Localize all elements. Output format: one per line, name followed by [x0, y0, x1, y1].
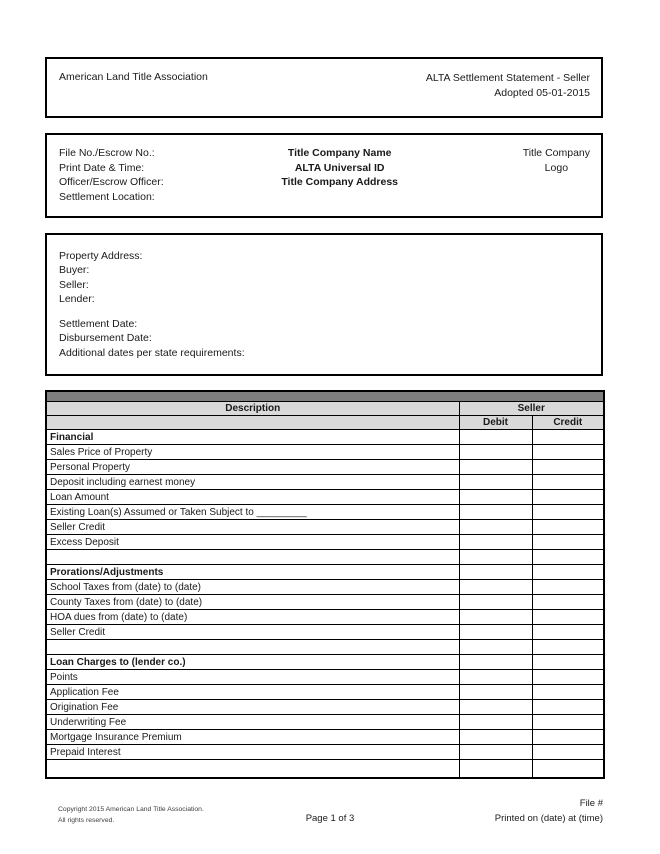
association-name: American Land Title Association [59, 71, 208, 83]
file-number: File # [579, 798, 603, 809]
row-description: Points [46, 670, 459, 685]
table-row [46, 655, 604, 670]
row-credit-cell [532, 535, 604, 550]
row-credit-cell [532, 580, 604, 595]
debit-header: Debit [459, 416, 532, 430]
settlement-location-label: Settlement Location: [59, 191, 155, 204]
buyer-label: Buyer: [59, 264, 90, 277]
additional-dates-label: Additional dates per state requirements: [59, 346, 245, 359]
title-company-address: Title Company Address [281, 176, 399, 189]
table-row [46, 715, 604, 730]
row-debit-cell [459, 565, 532, 580]
table-row [46, 640, 604, 655]
officer-label: Officer/Escrow Officer: [59, 176, 164, 189]
blank-line [59, 306, 590, 317]
row-credit-cell [532, 430, 604, 445]
table-row [46, 670, 604, 685]
row-description: Deposit including earnest money [46, 475, 459, 490]
row-debit-cell [459, 490, 532, 505]
row-credit-cell [532, 445, 604, 460]
seller-label: Seller: [59, 278, 89, 291]
section-bar [46, 391, 604, 402]
table-header-row-2 [46, 416, 604, 430]
printed-on: Printed on (date) at (time) [494, 812, 603, 824]
table-row [46, 535, 604, 550]
title-box [45, 57, 603, 118]
row-debit-cell [459, 520, 532, 535]
row-credit-cell [532, 565, 604, 580]
row-credit-cell [532, 700, 604, 715]
row-debit-cell [459, 730, 532, 745]
statement-title-block [426, 71, 590, 116]
row-debit-cell [459, 475, 532, 490]
table-row [46, 445, 604, 460]
row-debit-cell [459, 580, 532, 595]
row-debit-cell [459, 655, 532, 670]
table-row [46, 490, 604, 505]
table-row [46, 430, 604, 445]
row-credit-cell [532, 610, 604, 625]
file-no-label: File No./Escrow No.: [59, 147, 155, 159]
row-debit-cell [459, 670, 532, 685]
table-row [46, 610, 604, 625]
row-debit-cell [459, 700, 532, 715]
file-labels [59, 146, 241, 216]
row-debit-cell [459, 505, 532, 520]
row-description: Application Fee [46, 685, 459, 700]
row-credit-cell [532, 655, 604, 670]
table-header-row-1 [46, 402, 604, 416]
row-description: School Taxes from (date) to (date) [46, 580, 459, 595]
table-row [46, 550, 604, 565]
row-debit-cell [459, 550, 532, 565]
page-number: Page 1 of 3 [305, 813, 355, 824]
row-debit-cell [459, 610, 532, 625]
row-credit-cell [532, 640, 604, 655]
settlement-table-body [46, 430, 604, 778]
table-row [46, 595, 604, 610]
row-description: Existing Loan(s) Assumed or Taken Subject to _________ [46, 505, 459, 520]
row-credit-cell [532, 520, 604, 535]
table-row [46, 565, 604, 580]
row-debit-cell [459, 460, 532, 475]
row-description: Loan Amount [46, 490, 459, 505]
table-row [46, 745, 604, 760]
row-credit-cell [532, 760, 604, 778]
row-description: Personal Property [46, 460, 459, 475]
row-debit-cell [459, 745, 532, 760]
table-row [46, 730, 604, 745]
section-bar-fill [46, 391, 604, 402]
row-debit-cell [459, 595, 532, 610]
footer-file-block [495, 797, 603, 826]
file-info-box [45, 133, 603, 218]
row-credit-cell [532, 745, 604, 760]
table-row [46, 460, 604, 475]
row-credit-cell [532, 490, 604, 505]
statement-title: ALTA Settlement Statement - Seller [425, 72, 590, 84]
row-credit-cell [532, 505, 604, 520]
table-row [46, 505, 604, 520]
row-description: Prepaid Interest [46, 745, 459, 760]
row-description: Excess Deposit [46, 535, 459, 550]
row-credit-cell [532, 730, 604, 745]
adopted-date: Adopted 05-01-2015 [494, 87, 590, 99]
description-header: Description [46, 402, 459, 416]
lender-label: Lender: [59, 292, 95, 305]
row-debit-cell [459, 430, 532, 445]
row-credit-cell [532, 715, 604, 730]
copyright-line1: Copyright 2015 American Land Title Association. [58, 806, 204, 813]
row-credit-cell [532, 625, 604, 640]
row-description: Loan Charges to (lender co.) [46, 655, 459, 670]
table-row [46, 580, 604, 595]
row-description: Prorations/Adjustments [46, 565, 459, 580]
row-debit-cell [459, 685, 532, 700]
row-description: County Taxes from (date) to (date) [46, 595, 459, 610]
title-company-name: Title Company Name [287, 147, 392, 159]
logo-area [438, 146, 590, 216]
row-description: Mortgage Insurance Premium [46, 730, 459, 745]
row-description: Underwriting Fee [46, 715, 459, 730]
table-row [46, 625, 604, 640]
seller-group-header: Seller [459, 402, 604, 416]
settlement-date-label: Settlement Date: [59, 318, 138, 331]
logo-line2: Logo [544, 161, 569, 174]
row-debit-cell [459, 625, 532, 640]
row-credit-cell [532, 685, 604, 700]
row-debit-cell [459, 445, 532, 460]
row-description [46, 760, 459, 778]
table-row [46, 475, 604, 490]
row-credit-cell [532, 670, 604, 685]
row-credit-cell [532, 475, 604, 490]
row-description: Seller Credit [46, 625, 459, 640]
title-company-block [241, 146, 438, 216]
row-description: Seller Credit [46, 520, 459, 535]
row-description: Financial [46, 430, 459, 445]
description-header-empty [46, 416, 459, 430]
row-debit-cell [459, 715, 532, 730]
row-debit-cell [459, 760, 532, 778]
row-description: Sales Price of Property [46, 445, 459, 460]
table-row [46, 685, 604, 700]
table-row [46, 520, 604, 535]
row-description: HOA dues from (date) to (date) [46, 610, 459, 625]
row-description: Origination Fee [46, 700, 459, 715]
disbursement-date-label: Disbursement Date: [59, 332, 152, 345]
row-credit-cell [532, 595, 604, 610]
row-credit-cell [532, 460, 604, 475]
row-debit-cell [459, 640, 532, 655]
row-debit-cell [459, 535, 532, 550]
print-date-label: Print Date & Time: [59, 161, 145, 174]
title-company-logo-placeholder [523, 146, 590, 216]
copyright-line2: All rights reserved. [58, 816, 115, 824]
property-info-box [45, 233, 603, 376]
table-row [46, 760, 604, 778]
alta-universal-id: ALTA Universal ID [294, 161, 385, 174]
row-description [46, 640, 459, 655]
row-description [46, 550, 459, 565]
property-address-label: Property Address: [59, 250, 143, 262]
credit-header: Credit [532, 416, 604, 430]
row-credit-cell [532, 550, 604, 565]
table-row [46, 700, 604, 715]
settlement-table [45, 390, 605, 779]
logo-line1: Title Company [522, 147, 591, 159]
